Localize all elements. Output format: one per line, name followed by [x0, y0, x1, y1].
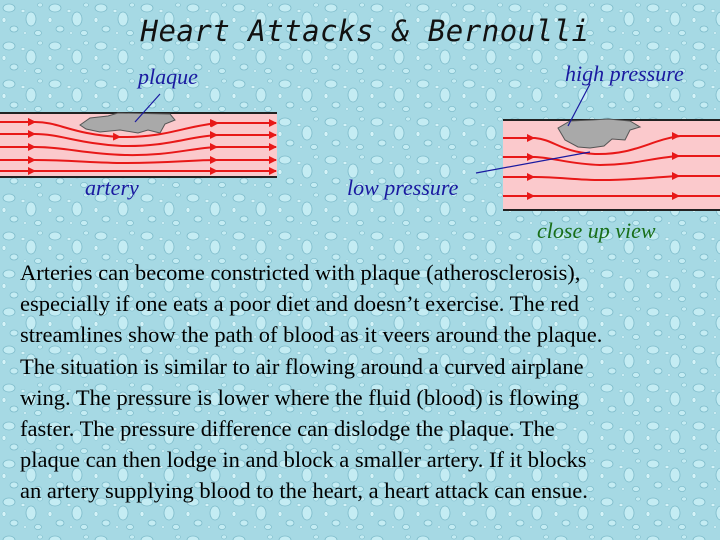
paragraph-line: especially if one eats a poor diet and doesn’t exercise. The red	[20, 291, 579, 317]
close-up-view-label: close up view	[537, 218, 656, 243]
paragraph-line: Arteries can become constricted with plaque (atherosclerosis),	[20, 260, 581, 285]
page-title: Heart Attacks & Bernoulli	[140, 14, 590, 48]
paragraph-line: The situation is similar to air flowing around a curved airplane	[20, 353, 584, 379]
paragraph-line: plaque can then lodge in and block a smaller artery. If it blocks	[20, 447, 587, 473]
paragraph-line: streamlines show the path of blood as it veers around the plaque.	[20, 322, 603, 348]
explanation-paragraph	[20, 257, 715, 507]
high-pressure-label: high pressure	[565, 61, 684, 86]
artery-label: artery	[85, 175, 139, 200]
artery-overview	[0, 113, 277, 177]
plaque-label: plaque	[138, 64, 198, 89]
paragraph-line: an artery supplying blood to the heart, a heart attack can ensue.	[20, 478, 588, 504]
artery-close-up	[503, 119, 720, 210]
paragraph-line: faster. The pressure difference can dislodge the plaque. The	[20, 416, 555, 442]
low-pressure-label: low pressure	[347, 175, 459, 200]
paragraph-line: wing. The pressure is lower where the fluid (blood) is flowing	[20, 384, 579, 410]
